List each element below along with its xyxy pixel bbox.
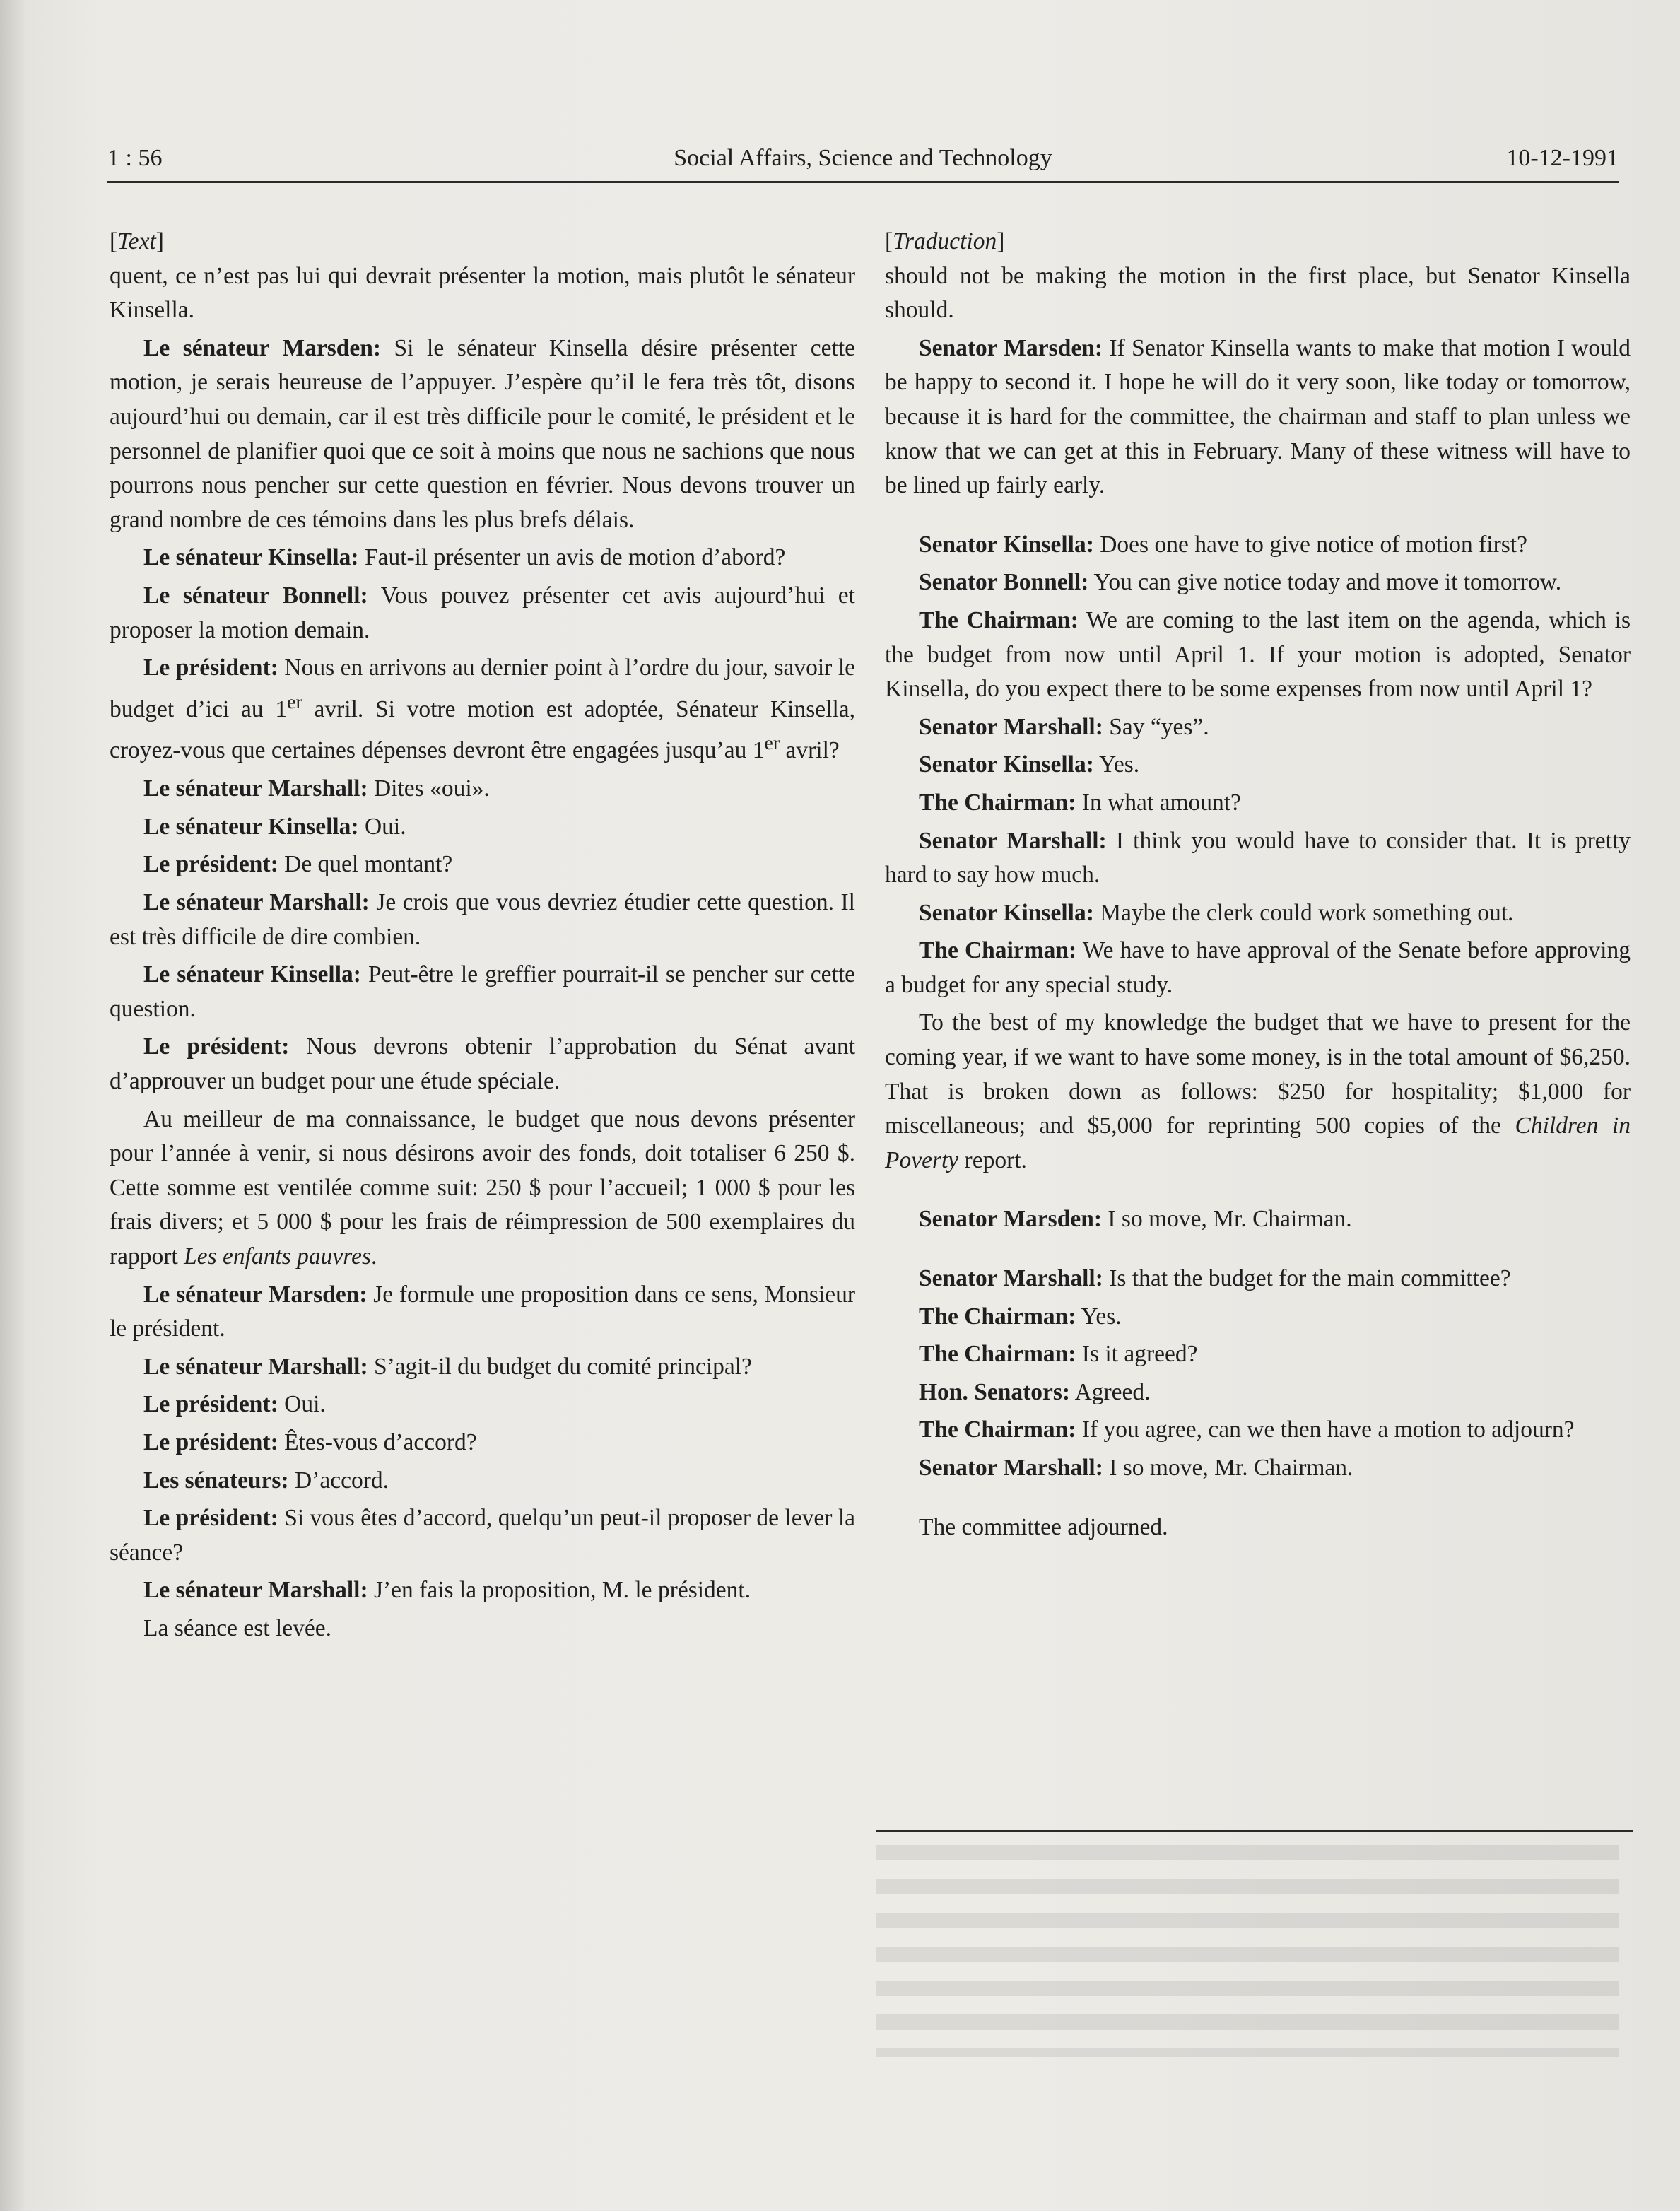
- speaker-name: Le sénateur Kinsella:: [143, 961, 361, 988]
- speech-paragraph: Senator Marshall: Is that the budget for the main committee?: [919, 1265, 1511, 1292]
- english-column: [885, 225, 1631, 1548]
- end-rule: [876, 1830, 1633, 1832]
- continued-text: should not be making the motion in the first place, but Senator Kinsella should.: [885, 262, 1631, 324]
- speaker-name: Le président:: [143, 655, 278, 681]
- speech-paragraph: Hon. Senators: Agreed.: [919, 1378, 1151, 1405]
- speech-paragraph: Les sénateurs: D’accord.: [143, 1467, 389, 1494]
- closing-line: The committee adjourned.: [919, 1513, 1168, 1540]
- speech-paragraph: To the best of my knowledge the budget that we have to present for the coming year, if we want to have some money, is in the total amount of $6,250. That is broken down as follows: $250 for hospitality; $1,000 for miscellaneous; and $5,000 for reprinting 500 copies of the Children in Poverty report.: [885, 1009, 1631, 1173]
- speech-paragraph: Senator Marshall: I think you would have to consider that. It is pretty hard to say how much.: [885, 827, 1631, 888]
- speaker-name: Senator Kinsella:: [919, 531, 1094, 558]
- column-tag: [Text]: [110, 228, 164, 254]
- closing-line: La séance est levée.: [143, 1614, 331, 1641]
- speaker-name: Senator Marsden:: [919, 334, 1103, 361]
- speech-paragraph: The Chairman: Is it agreed?: [919, 1341, 1198, 1368]
- speech-paragraph: Senator Marshall: I so move, Mr. Chairman.: [919, 1455, 1353, 1481]
- speech-paragraph: Senator Marsden: I so move, Mr. Chairman.: [919, 1206, 1352, 1233]
- speech-paragraph: Le président: Nous en arrivons au dernier point à l’ordre du jour, savoir le budget d’ici au 1er avril. Si votre motion est adoptée, Sénateur Kinsella, croyez-vous que certaines dépenses devront être engagées jusqu’au 1er avril?: [110, 655, 855, 764]
- speech-paragraph: Au meilleur de ma connaissance, le budget que nous devons présenter pour l’année à venir, si nous désirons avoir des fonds, doit totaliser 6 250 $. Cette somme est ventilée comme suit: 250 $ pour l’accueil; 1 000 $ pour les frais divers; et 5 000 $ pour les frais de réimpression de 500 exemplaires du rapport Les enfants pauvres.: [110, 1106, 855, 1269]
- page-number: 1 : 56: [107, 145, 163, 171]
- speech-paragraph: Senator Marshall: Say “yes”.: [919, 713, 1209, 740]
- speaker-name: The Chairman:: [919, 1417, 1076, 1443]
- speech-paragraph: Senator Bonnell: You can give notice today and move it tomorrow.: [919, 569, 1562, 596]
- speech-paragraph: Le sénateur Marsden: Je formule une proposition dans ce sens, Monsieur le président.: [110, 1281, 855, 1342]
- speaker-name: Le sénateur Marsden:: [143, 1281, 368, 1308]
- speaker-name: Le sénateur Marshall:: [143, 1353, 368, 1380]
- speaker-name: Le président:: [143, 1429, 278, 1455]
- speech-paragraph: Le sénateur Kinsella: Oui.: [143, 813, 406, 840]
- speaker-name: Le sénateur Bonnell:: [143, 582, 368, 609]
- speech-paragraph: Le président: De quel montant?: [143, 851, 453, 878]
- speaker-name: Le président:: [143, 1391, 278, 1418]
- speech-paragraph: Le sénateur Marshall: S’agit-il du budget du comité principal?: [143, 1353, 752, 1380]
- speech-paragraph: Le sénateur Marsden: Si le sénateur Kinsella désire présenter cette motion, je serais heureuse de l’appuyer. J’espère qu’il le fera très tôt, disons aujourd’hui ou demain, car il est très difficile pour le comité, le président et le personnel de planifier quoi que ce soit à moins que nous ne sachions que nous pourrons nous pencher sur cette question en février. Nous devons trouver un grand nombre de ces témoins dans les plus brefs délais.: [110, 334, 855, 533]
- speech-paragraph: Le sénateur Marshall: Dites «oui».: [143, 775, 490, 802]
- speaker-name: Le président:: [143, 851, 278, 878]
- page-header: [107, 145, 1619, 180]
- speech-paragraph: The Chairman: If you agree, can we then have a motion to adjourn?: [919, 1417, 1575, 1443]
- speaker-name: Senator Marshall:: [919, 827, 1107, 854]
- speech-paragraph: The Chairman: We are coming to the last item on the agenda, which is the budget from now until April 1. If your motion is adopted, Senator Kinsella, do you expect there to be some expenses from now until April 1?: [885, 606, 1631, 703]
- running-title: Social Affairs, Science and Technology: [674, 145, 1052, 171]
- speaker-name: Senator Marshall:: [919, 1265, 1103, 1292]
- speaker-name: Le sénateur Kinsella:: [143, 544, 359, 571]
- speaker-name: Hon. Senators:: [919, 1378, 1071, 1405]
- speaker-name: Senator Kinsella:: [919, 751, 1094, 778]
- continued-text: quent, ce n’est pas lui qui devrait présenter la motion, mais plutôt le sénateur Kinsella.: [110, 262, 855, 324]
- speaker-name: The Chairman:: [919, 1303, 1076, 1330]
- french-column: [110, 225, 855, 1649]
- speaker-name: Le sénateur Kinsella:: [143, 813, 359, 840]
- speech-paragraph: The Chairman: Yes.: [919, 1303, 1122, 1330]
- speaker-name: Senator Marsden:: [919, 1206, 1102, 1233]
- speech-paragraph: Le président: Nous devrons obtenir l’approbation du Sénat avant d’approuver un budget pour une étude spéciale.: [110, 1033, 855, 1094]
- speech-paragraph: Le sénateur Marshall: Je crois que vous devriez étudier cette question. Il est très difficile de dire combien.: [110, 889, 855, 950]
- speech-paragraph: Senator Kinsella: Maybe the clerk could work something out.: [919, 899, 1514, 926]
- speech-paragraph: Le sénateur Kinsella: Faut-il présenter un avis de motion d’abord?: [143, 544, 786, 571]
- speech-paragraph: The Chairman: In what amount?: [919, 789, 1241, 816]
- speaker-name: Le sénateur Marsden:: [143, 334, 382, 361]
- speech-paragraph: Le sénateur Kinsella: Peut-être le greffier pourrait-il se pencher sur cette question.: [110, 961, 855, 1022]
- header-rule: [107, 181, 1619, 183]
- speaker-name: Le président:: [143, 1505, 278, 1532]
- speech-paragraph: Senator Kinsella: Yes.: [919, 751, 1140, 778]
- speaker-name: Senator Marshall:: [919, 1455, 1103, 1481]
- speaker-name: Le sénateur Marshall:: [143, 1577, 368, 1604]
- speech-paragraph: Le sénateur Marshall: J’en fais la proposition, M. le président.: [143, 1577, 751, 1604]
- bleed-through-texture: [876, 1845, 1619, 2057]
- speech-paragraph: Le président: Si vous êtes d’accord, quelqu’un peut-il proposer de lever la séance?: [110, 1505, 855, 1566]
- speaker-name: Le sénateur Marshall:: [143, 775, 368, 802]
- speaker-name: Le sénateur Marshall:: [143, 889, 370, 915]
- speaker-name: Les sénateurs:: [143, 1467, 289, 1494]
- speaker-name: Senator Bonnell:: [919, 569, 1089, 596]
- speaker-name: Le président:: [143, 1033, 290, 1060]
- column-tag: [Traduction]: [885, 228, 1005, 254]
- speaker-name: The Chairman:: [919, 937, 1077, 964]
- speech-paragraph: Senator Marsden: If Senator Kinsella wants to make that motion I would be happy to second it. I hope he will do it very soon, like today or tomorrow, because it is hard for the committee, the chairman and staff to plan unless we know that we can get at this in February. Many of these witness will have to be lined up fairly early.: [885, 334, 1631, 499]
- header-date: 10-12-1991: [1506, 145, 1619, 171]
- speaker-name: The Chairman:: [919, 606, 1079, 633]
- speech-paragraph: Le président: Êtes-vous d’accord?: [143, 1429, 477, 1455]
- speaker-name: The Chairman:: [919, 1341, 1076, 1368]
- speaker-name: The Chairman:: [919, 789, 1076, 816]
- speech-paragraph: Senator Kinsella: Does one have to give notice of motion first?: [919, 531, 1527, 558]
- page-spine-shadow: [0, 0, 24, 2211]
- speaker-name: Senator Marshall:: [919, 713, 1103, 740]
- speech-paragraph: The Chairman: We have to have approval of the Senate before approving a budget for any special study.: [885, 937, 1631, 998]
- speech-paragraph: Le sénateur Bonnell: Vous pouvez présenter cet avis aujourd’hui et proposer la motion demain.: [110, 582, 855, 643]
- speech-paragraph: Le président: Oui.: [143, 1391, 326, 1418]
- speaker-name: Senator Kinsella:: [919, 899, 1094, 926]
